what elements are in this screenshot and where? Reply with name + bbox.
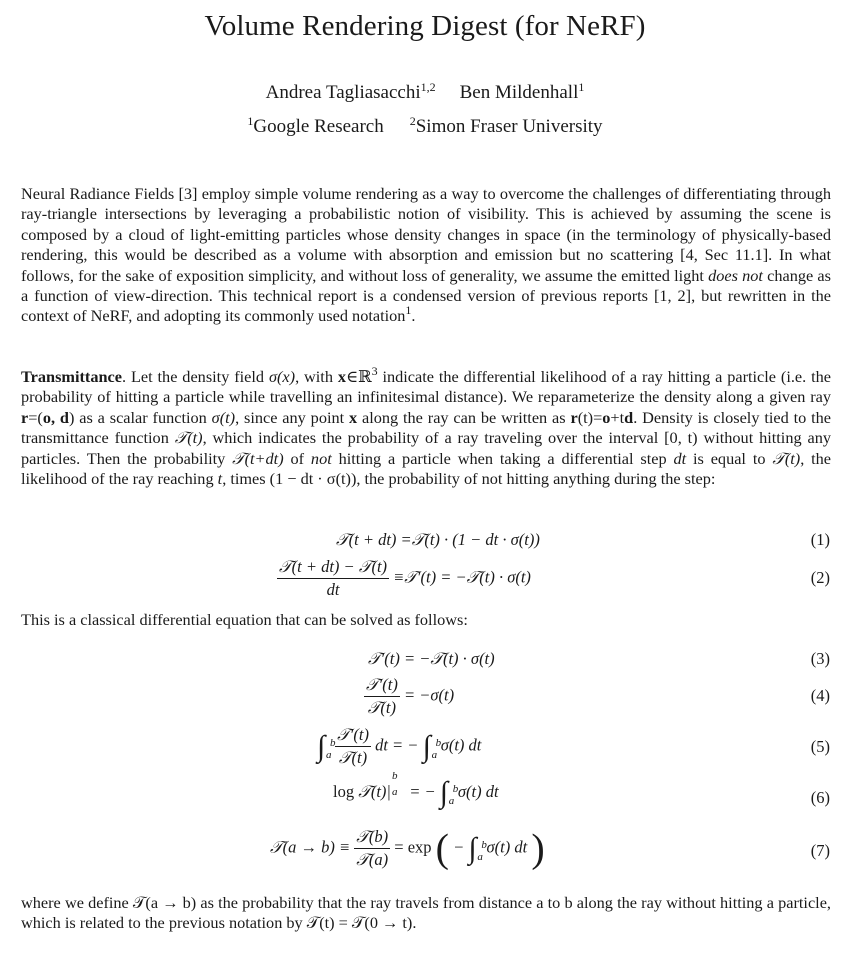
classical-paragraph: This is a classical differential equation that can be solved as follows: [21, 610, 468, 629]
equation-number: (3) [810, 649, 830, 668]
affiliation-marker: 1 [578, 80, 585, 94]
intro-paragraph: Neural Radiance Fields [3] employ simple volume rendering as a way to overcome the challenges of differentiating through ray-triangle intersections by leveraging a probabilistic notion of visibility. This is achieved by assuming the scene is composed by a cloud of light-emitting particles whose density changes in space (in the terminology of physically-based rendering, this would be described as a volume with absorption and emission but no scattering [4, Sec 11.1]. In what follows, for the sake of exposition simplicity, and without loss of generality, we assume the emitted light does not change as a function of view-direction. This technical report is a condensed version of previous reports [1, 2], but rewritten in the context of NeRF, and adopting its commonly used notation$^1$. [21, 184, 831, 326]
paper-title: Volume Rendering Digest (for NeRF) [204, 10, 646, 42]
affiliation-marker: 1 [247, 114, 254, 128]
equation-number: (2) [810, 568, 830, 587]
equation-number: (4) [810, 686, 830, 705]
transmittance-paragraph: Transmittance. Let the density field σ(x), with x∈ℝ$^3$ indicate the differential likelihood of a ray hitting a particle (i.e. the probability of hitting a particle while travelling an infinitesimal distance). We reparameterize the density along a given ray r=(o, d) as a scalar function σ(t), since any point x along the ray can be written as r(t)=o+td. Density is closely tied to the transmittance function 𝒯(t), which indicates the probability of a ray traveling over the interval [0, t) without hitting any particles. Then the probability 𝒯(t+dt) of not hitting a particle when taking a differential step dt is equal to 𝒯(t), the likelihood of the ray reaching t, times (1 − dt · σ(t)), the probability of not hitting anything during the step: [21, 364, 832, 489]
emphasis: does not [708, 265, 763, 285]
equation-body: $\frac{\text{𝒯′(t)}}{\text{𝒯(t)}}$ = −σ(t) [366, 675, 455, 717]
affiliation-list [0, 116, 850, 138]
equation-number: (6) [810, 788, 830, 807]
author-list [0, 82, 850, 104]
equation-number: (1) [810, 530, 830, 549]
equation-number: (5) [810, 737, 830, 756]
equation-body: ∫ b a $\frac{\text{𝒯′(t)}}{\text{𝒯(t)}}$ dt = − ∫ b a σ(t) dt [317, 725, 482, 767]
footnote-marker: 1 [405, 303, 412, 318]
equation-body: 𝒯′(t) = −𝒯(t) · σ(t) [368, 649, 495, 668]
equation-body: log 𝒯(t)| b a = − ∫ b a σ(t) dt [333, 769, 499, 809]
closing-paragraph: where we define 𝒯(a → b) as the probability that the ray travels from distance a to b along the ray without hitting a particle, which is related to the previous notation by 𝒯(t) = 𝒯(0 → t). [21, 893, 831, 933]
equation-number: (7) [810, 841, 830, 860]
equation-body: 𝒯(a → b) ≡ $\frac{\text{𝒯(b)}}{\text{𝒯(a)}}$ = exp ( − ∫ b a σ(t) dt ) [270, 825, 545, 871]
equation-body: $\frac{\text{𝒯(t + dt) − 𝒯(t)}}{dt}$ ≡𝒯′(t) = −𝒯(t) · σ(t) [279, 557, 531, 599]
author-name: Ben Mildenhall [459, 82, 579, 103]
affiliation-marker: 1,2 [420, 80, 436, 94]
section-heading: Transmittance [21, 367, 122, 386]
author-name: Andrea Tagliasacchi [265, 82, 421, 103]
affiliation-name: Google Research [253, 116, 384, 137]
affiliation-name: Simon Fraser University [415, 116, 603, 137]
equation-body: 𝒯(t + dt) =𝒯(t) · (1 − dt · σ(t)) [336, 530, 540, 549]
affiliation-marker: 2 [409, 114, 416, 128]
